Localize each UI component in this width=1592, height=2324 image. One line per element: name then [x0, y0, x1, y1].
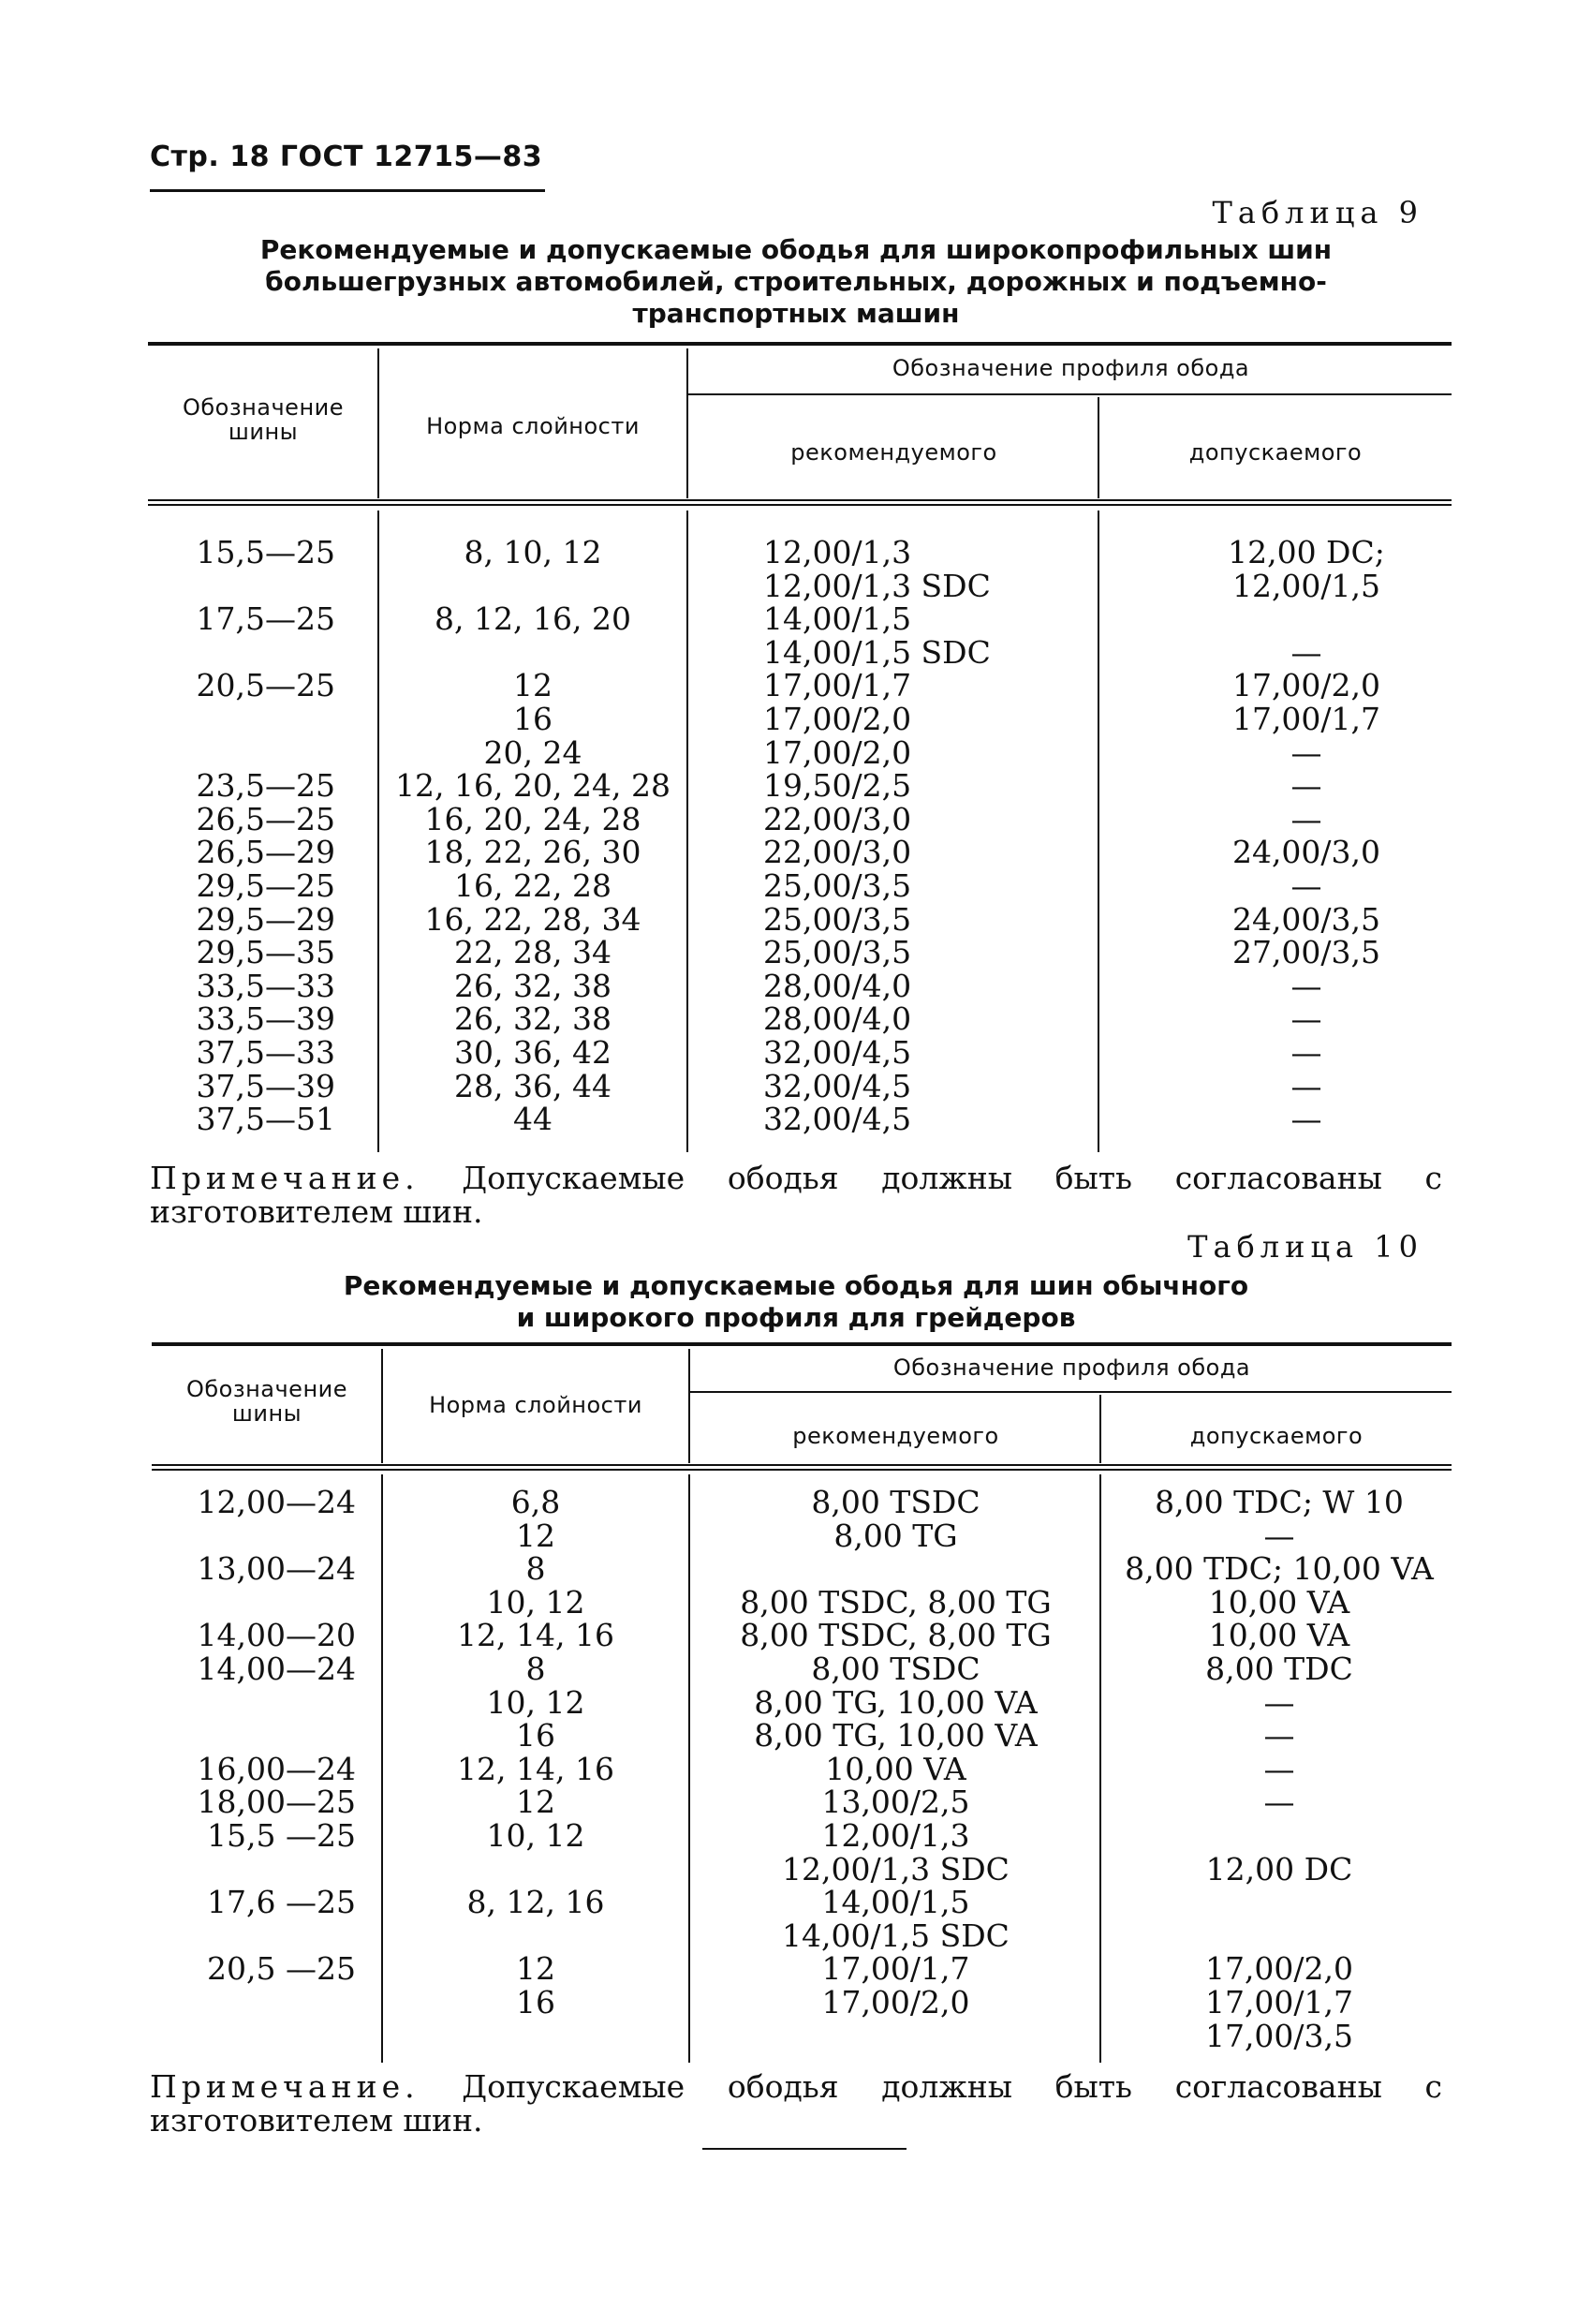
- table10-cell-allowed: [1101, 1886, 1457, 1919]
- table9-cell-allowed: 27,00/3,5: [1231, 934, 1381, 971]
- table9-cell-ply: 8, 12, 16, 20: [435, 600, 631, 638]
- table10-cell-ply: 16: [516, 1983, 555, 2021]
- table9-cell-recommended: 14,00/1,5: [763, 600, 912, 638]
- table10-cell-ply: 8: [525, 1650, 546, 1687]
- table9-cell-recommended: 17,00/2,0: [763, 733, 912, 771]
- table9-cell-allowed: —: [1290, 1101, 1322, 1138]
- table10-cell-tire: [154, 1719, 356, 1753]
- table10-cell-allowed: [1101, 1819, 1457, 1853]
- table9-cell-recommended: 25,00/3,5: [763, 866, 912, 904]
- table10-note: [150, 2070, 1442, 2138]
- table10-cell-allowed: —: [1263, 1717, 1295, 1754]
- table9-cell-ply: 30, 36, 42: [454, 1033, 612, 1071]
- table10-cell-allowed: —: [1263, 1683, 1295, 1721]
- table9-cell-ply: [379, 570, 686, 603]
- table10-cell-allowed: 12,00 DC: [1205, 1850, 1353, 1887]
- table9-title-line-1: Рекомендуемые и допускаемые ободья для широкопрофильных шин: [259, 234, 1333, 265]
- table10-cell-allowed: 17,00/3,5: [1204, 2017, 1354, 2054]
- table10-cell-recommended: 8,00 TSDC: [811, 1484, 980, 1520]
- table9-cell-tire: 15,5—25: [196, 534, 335, 570]
- table9-cell-tire: 26,5—29: [196, 834, 335, 871]
- table10-title: [187, 1270, 1405, 1334]
- table10-cell-recommended: 10,00 VA: [825, 1750, 966, 1787]
- table10-cell-allowed: 8,00 TDC; W 10: [1155, 1484, 1404, 1520]
- table10-cell-ply: 10, 12: [486, 1683, 585, 1721]
- table10-cell-tire: 20,5 —25: [207, 1950, 356, 1988]
- table9-cell-recommended: 22,00/3,0: [763, 800, 912, 837]
- table9-note-text: Допускаемые ободья должны быть согласованы с изготовителем шин.: [150, 1160, 1442, 1230]
- table9-cell-ply: 12: [513, 667, 553, 704]
- table9-cell-recommended: 32,00/4,5: [763, 1067, 912, 1104]
- table9-col-ply: [379, 536, 686, 1136]
- end-rule: [702, 2148, 907, 2150]
- table10-cell-ply: 12, 14, 16: [457, 1750, 614, 1787]
- table10-cell-tire: 16,00—24: [197, 1750, 356, 1787]
- table9-cell-allowed: —: [1290, 733, 1322, 771]
- table9-cell-allowed: —: [1290, 866, 1322, 904]
- table10-header-allowed: допускаемого: [1189, 1423, 1364, 1449]
- table9-cell-ply: 16, 22, 28: [454, 866, 612, 904]
- table9-cell-ply: 28, 36, 44: [454, 1067, 612, 1104]
- table9-cell-recommended: 17,00/2,0: [763, 700, 912, 737]
- table10-top-rule: [152, 1342, 1452, 1346]
- table10-cell-tire: [154, 1853, 356, 1887]
- table10-cell-recommended: [692, 1552, 1099, 1586]
- table9-cell-tire: 37,5—39: [196, 1067, 335, 1104]
- table9-header-tire: [150, 395, 376, 444]
- table10-cell-tire: 17,6 —25: [207, 1884, 356, 1921]
- table10-cell-ply: [383, 1853, 688, 1887]
- table9-cell-allowed: —: [1290, 1067, 1322, 1104]
- table9-header-recommended: рекомендуемого: [790, 439, 997, 466]
- table9-cell-allowed: 12,00 DC;: [1228, 534, 1385, 570]
- table9-cell-ply: 44: [513, 1101, 553, 1138]
- table9-cell-recommended: 22,00/3,0: [763, 834, 912, 871]
- table10-cell-tire: 14,00—24: [197, 1650, 356, 1687]
- table9-cell-tire: 37,5—51: [196, 1101, 335, 1138]
- table9-cell-ply: 12, 16, 20, 24, 28: [395, 767, 671, 805]
- table9-cell-ply: 8, 10, 12: [464, 534, 602, 570]
- table9-title: [187, 234, 1405, 330]
- table10-cell-ply: 10, 12: [486, 1583, 585, 1621]
- table10-cell-recommended: 8,00 TG, 10,00 VA: [754, 1683, 1038, 1721]
- table9-cell-ply: 16, 20, 24, 28: [424, 800, 641, 837]
- table10-label: Таблица 10: [1187, 1229, 1423, 1265]
- table10-cell-allowed: 10,00 VA: [1208, 1583, 1350, 1621]
- table9-top-rule: [148, 342, 1452, 346]
- table9-body-divider-3: [1098, 511, 1099, 1152]
- table10-header-tire-line-1: Обозначение: [185, 1376, 348, 1402]
- table9-cell-allowed: —: [1290, 967, 1322, 1004]
- table9-cell-recommended: 14,00/1,5 SDC: [763, 633, 991, 671]
- table10-cell-recommended: [692, 2020, 1099, 2053]
- table10-cell-ply: 16: [516, 1717, 555, 1754]
- table9-cell-recommended: 19,50/2,5: [763, 767, 912, 805]
- table9-cell-allowed: 17,00/1,7: [1231, 700, 1381, 737]
- table9-header-tire-line-1: Обозначение: [182, 394, 345, 421]
- table10-header-ply: Норма слойности: [429, 1392, 642, 1418]
- table9-cell-tire: 23,5—25: [196, 767, 335, 805]
- table9-cell-tire: 26,5—25: [196, 800, 335, 837]
- table9-cell-allowed: —: [1290, 1000, 1322, 1038]
- table10-cell-allowed: —: [1263, 1517, 1295, 1554]
- table10-cell-tire: 12,00—24: [197, 1484, 356, 1520]
- table9-col-allowed: [1166, 536, 1447, 1136]
- table10-cell-allowed: 17,00/2,0: [1204, 1950, 1354, 1988]
- running-head-rule: [150, 189, 545, 192]
- table10-header-mid-rule: [690, 1391, 1452, 1393]
- table9-cell-tire: 29,5—25: [196, 866, 335, 904]
- table9-cell-allowed: 24,00/3,0: [1231, 834, 1381, 871]
- table10-cell-tire: 14,00—20: [197, 1617, 356, 1654]
- table9-cell-recommended: 32,00/4,5: [763, 1033, 912, 1071]
- table10-col-tire: [154, 1486, 356, 2052]
- table9-cell-ply: [379, 636, 686, 670]
- table10-cell-allowed: [1101, 1919, 1457, 1953]
- table9-cell-tire: 33,5—33: [196, 967, 335, 1004]
- table10-cell-recommended: 12,00/1,3 SDC: [782, 1850, 1010, 1887]
- table10-header-tire-line-2: шины: [231, 1400, 302, 1427]
- table9-cell-allowed: —: [1290, 767, 1322, 805]
- table10-cell-tire: [154, 2020, 356, 2053]
- table9-header-ply: Норма слойности: [426, 413, 640, 439]
- table9-title-line-2: большегрузных автомобилей, строительных, дорожных и подъемно-: [265, 266, 1327, 297]
- table9-header-mid-rule: [688, 393, 1452, 395]
- table10-cell-ply: 6,8: [510, 1484, 561, 1520]
- table10-col-ply: [383, 1486, 688, 2052]
- table9-label: Таблица 9: [1212, 195, 1423, 230]
- table9-cell-tire: [150, 570, 335, 603]
- table10-note-prefix: Примечание.: [150, 2068, 420, 2105]
- table10-cell-allowed: 17,00/1,7: [1204, 1983, 1354, 2021]
- table9-cell-allowed: —: [1290, 800, 1322, 837]
- table10-header-tire: [154, 1377, 380, 1426]
- table9-cell-tire: 29,5—29: [196, 900, 335, 938]
- table9-cell-recommended: 25,00/3,5: [763, 934, 912, 971]
- table10-cell-ply: 12, 14, 16: [457, 1617, 614, 1654]
- table9-cell-ply: 26, 32, 38: [454, 1000, 612, 1038]
- table10-cell-tire: [154, 1986, 356, 2020]
- table9-cell-recommended: 25,00/3,5: [763, 900, 912, 938]
- running-head: Стр. 18 ГОСТ 12715—83: [150, 141, 543, 173]
- table9-cell-ply: 16: [513, 700, 553, 737]
- table9-cell-recommended: 28,00/4,0: [763, 1000, 912, 1038]
- table10-cell-tire: 15,5 —25: [207, 1816, 356, 1854]
- table9-note: [150, 1162, 1442, 1229]
- table10-cell-tire: [154, 1586, 356, 1620]
- table10-cell-ply: [383, 1919, 688, 1953]
- table10-cell-tire: [154, 1919, 356, 1953]
- table9-cell-allowed: 12,00/1,5: [1231, 567, 1381, 604]
- table10-col-recommended: [692, 1486, 1099, 2052]
- table9-cell-ply: 18, 22, 26, 30: [424, 834, 641, 871]
- table9-cell-tire: 17,5—25: [196, 600, 335, 638]
- table9-header-rim-profile: Обозначение профиля обода: [892, 355, 1250, 381]
- table9-cell-recommended: 12,00/1,3 SDC: [763, 567, 991, 604]
- table9-cell-allowed: [1166, 602, 1447, 636]
- table9-cell-ply: 26, 32, 38: [454, 967, 612, 1004]
- table9-cell-allowed: —: [1290, 1033, 1322, 1071]
- table10-cell-ply: [383, 2020, 688, 2053]
- table9-cell-tire: 20,5—25: [196, 667, 335, 704]
- table10-title-line-1: Рекомендуемые и допускаемые ободья для шин обычного: [343, 1270, 1249, 1301]
- table10-cell-recommended: 8,00 TSDC: [811, 1650, 980, 1687]
- table10-cell-recommended: 8,00 TSDC, 8,00 TG: [740, 1617, 1052, 1654]
- table9-cell-tire: 29,5—35: [196, 934, 335, 971]
- table10-header-recommended: рекомендуемого: [792, 1423, 999, 1449]
- table9-header-tire-line-2: шины: [228, 419, 299, 445]
- table10-cell-recommended: 8,00 TG: [833, 1517, 958, 1554]
- table10-cell-tire: [154, 1686, 356, 1720]
- table9-cell-tire: [150, 736, 335, 770]
- table9-cell-ply: 20, 24: [483, 733, 582, 771]
- table9-cell-allowed: 24,00/3,5: [1231, 900, 1381, 938]
- table10-cell-ply: 12: [516, 1950, 555, 1988]
- table9-col-recommended: [763, 536, 1097, 1136]
- table10-cell-recommended: 14,00/1,5 SDC: [782, 1917, 1010, 1954]
- table9-header-bottom-rule: [148, 499, 1452, 506]
- table9-cell-recommended: 17,00/1,7: [763, 667, 912, 704]
- table9-cell-tire: [150, 703, 335, 736]
- table9-cell-tire: 37,5—33: [196, 1033, 335, 1071]
- table10-cell-ply: 10, 12: [486, 1816, 585, 1854]
- table10-cell-recommended: 14,00/1,5: [821, 1884, 970, 1921]
- table10-cell-recommended: 8,00 TG, 10,00 VA: [754, 1717, 1038, 1754]
- table10-note-text: Допускаемые ободья должны быть согласованы с изготовителем шин.: [150, 2068, 1442, 2139]
- table9-header-divider-2: [686, 348, 688, 498]
- table9-cell-recommended: 32,00/4,5: [763, 1101, 912, 1138]
- table10-cell-recommended: 12,00/1,3: [821, 1816, 970, 1854]
- table10-title-line-2: и широкого профиля для грейдеров: [516, 1302, 1076, 1333]
- table9-cell-ply: 22, 28, 34: [454, 934, 612, 971]
- table10-cell-ply: 12: [516, 1784, 555, 1821]
- table9-header-allowed: допускаемого: [1188, 439, 1363, 466]
- table10-cell-tire: [154, 1519, 356, 1553]
- table9-cell-tire: 33,5—39: [196, 1000, 335, 1038]
- table10-header-divider-2: [688, 1349, 690, 1463]
- table9-cell-allowed: 17,00/2,0: [1231, 667, 1381, 704]
- table10-body-divider-2: [688, 1474, 690, 2063]
- table10-cell-ply: 12: [516, 1517, 555, 1554]
- table9-cell-allowed: —: [1290, 633, 1322, 671]
- table10-cell-recommended: 13,00/2,5: [821, 1784, 970, 1821]
- table10-cell-allowed: —: [1263, 1784, 1295, 1821]
- table9-cell-ply: 16, 22, 28, 34: [424, 900, 641, 938]
- table10-cell-recommended: 8,00 TSDC, 8,00 TG: [740, 1583, 1052, 1621]
- table9-cell-tire: [150, 636, 335, 670]
- table9-cell-recommended: 12,00/1,3: [763, 534, 912, 570]
- table10-cell-allowed: 8,00 TDC; 10,00 VA: [1125, 1550, 1434, 1588]
- table10-cell-recommended: 17,00/1,7: [821, 1950, 970, 1988]
- table10-header-bottom-rule: [152, 1464, 1452, 1471]
- table10-cell-ply: 8, 12, 16: [466, 1884, 605, 1921]
- table10-cell-allowed: 10,00 VA: [1208, 1617, 1350, 1654]
- table9-title-line-3: транспортных машин: [632, 298, 960, 329]
- table10-cell-allowed: —: [1263, 1750, 1295, 1787]
- table10-col-allowed: [1101, 1486, 1457, 2052]
- table9-body-divider-2: [686, 511, 688, 1152]
- table9-col-tire: [150, 536, 335, 1136]
- table10-header-rim-profile: Обозначение профиля обода: [892, 1354, 1251, 1381]
- table10-cell-recommended: 17,00/2,0: [821, 1983, 970, 2021]
- table10-cell-tire: 18,00—25: [197, 1784, 356, 1821]
- table10-cell-allowed: 8,00 TDC: [1205, 1650, 1353, 1687]
- table10-cell-ply: 8: [525, 1550, 546, 1588]
- table9-cell-recommended: 28,00/4,0: [763, 967, 912, 1004]
- table9-note-prefix: Примечание.: [150, 1160, 420, 1196]
- table10-cell-tire: 13,00—24: [197, 1550, 356, 1588]
